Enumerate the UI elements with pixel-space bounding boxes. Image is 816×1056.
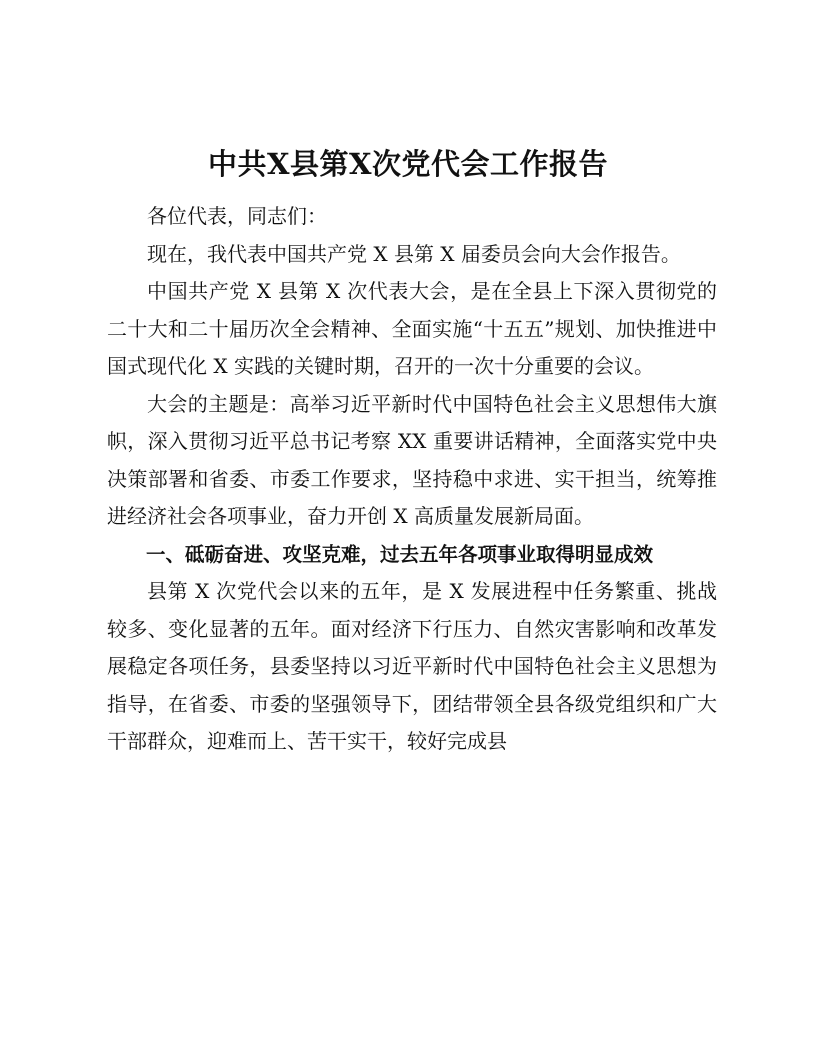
- section-heading: 一、砥砺奋进、攻坚克难，过去五年各项事业取得明显成效: [146, 542, 654, 566]
- salutation: 各位代表，同志们：: [147, 204, 327, 228]
- document-body: [107, 198, 717, 761]
- section-paragraph: 县第 X 次党代会以来的五年，是 X 发展进程中任务繁重、挑战较多、变化显著的五年。面对经济下行压力、自然灾害影响和改革发展稳定各项任务，县委坚持以习近平新时代中国特色社会主义思想为指导，在省委、市委的坚强领导下，团结带领全县各级党组织和广大干部群众，迎难而上、苦干实干，较好完成县: [107, 579, 717, 753]
- body-paragraph: 现在，我代表中国共产党 X 县第 X 届委员会向大会作报告。: [147, 241, 681, 266]
- body-paragraph: 中国共产党 X 县第 X 次代表大会，是在全县上下深入贯彻党的二十大和二十届历次全会精神、全面实施“十五五”规划、加快推进中国式现代化 X 实践的关键时期，召开的一次十分重要的会议。: [107, 279, 717, 378]
- document-title: 中共X县第X次党代会工作报告: [207, 147, 608, 181]
- body-paragraph: 大会的主题是：高举习近平新时代中国特色社会主义思想伟大旗帜，深入贯彻习近平总书记考察 XX 重要讲话精神，全面落实党中央决策部署和省委、市委工作要求，坚持稳中求进、实干担当，统筹推进经济社会各项事业，奋力开创 X 高质量发展新局面。: [107, 391, 717, 528]
